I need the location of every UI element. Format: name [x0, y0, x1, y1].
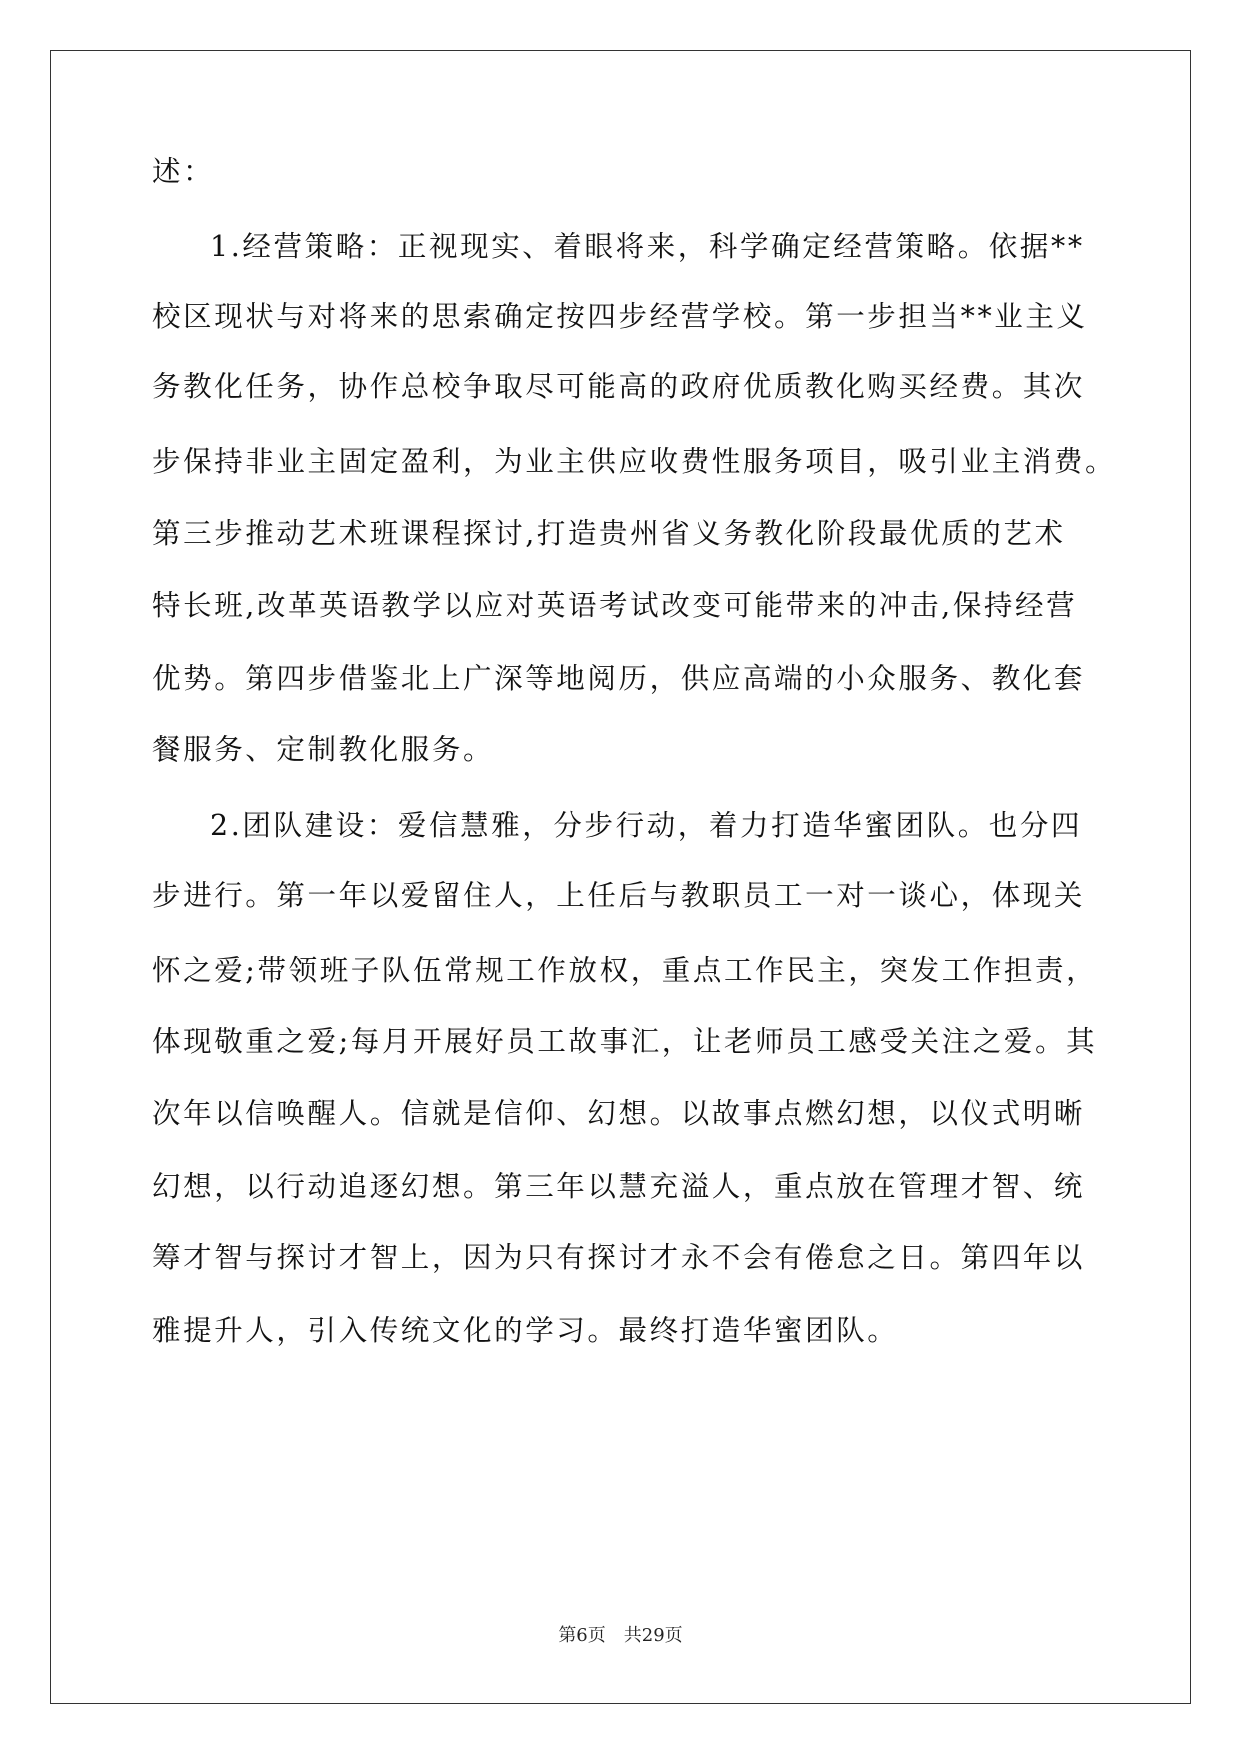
- text-line: 餐服务、定制教化服务。: [152, 733, 495, 766]
- paragraph-heading-line: 1.经营策略：正视现实、着眼将来，科学确定经营策略。依据**: [210, 230, 1085, 263]
- text-line: 筹才智与探讨才智上，因为只有探讨才永不会有倦怠之日。第四年以: [152, 1241, 1086, 1274]
- text-line: 特长班,改革英语教学以应对英语考试改变可能带来的冲击,保持经营: [152, 589, 1078, 622]
- text-line: 雅提升人，引入传统文化的学习。最终打造华蜜团队。: [152, 1314, 899, 1347]
- page-footer: [0, 1624, 1241, 1648]
- text-line: 步进行。第一年以爱留住人，上任后与教职员工一对一谈心，体现关: [152, 879, 1086, 912]
- text-line: 怀之爱;带领班子队伍常规工作放权，重点工作民主，突发工作担责，: [152, 954, 1098, 987]
- paragraph-heading-line: 2.团队建设：爱信慧雅，分步行动，着力打造华蜜团队。也分四: [210, 809, 1083, 842]
- text-line: 优势。第四步借鉴北上广深等地阅历，供应高端的小众服务、教化套: [152, 662, 1086, 695]
- text-line: 第三步推动艺术班课程探讨,打造贵州省义务教化阶段最优质的艺术: [152, 517, 1066, 550]
- text-line: 校区现状与对将来的思索确定按四步经营学校。第一步担当**业主义: [152, 300, 1088, 333]
- text-line: 务教化任务，协作总校争取尽可能高的政府优质教化购买经费。其次: [152, 370, 1086, 403]
- text-line: 述：: [152, 155, 215, 188]
- text-line: 幻想，以行动追逐幻想。第三年以慧充溢人，重点放在管理才智、统: [152, 1170, 1086, 1203]
- page-number: 第6页: [558, 1625, 606, 1646]
- page-total: 共29页: [623, 1625, 683, 1646]
- text-line: 体现敬重之爱;每月开展好员工故事汇，让老师员工感受关注之爱。其: [152, 1025, 1098, 1058]
- text-line: 步保持非业主固定盈利，为业主供应收费性服务项目，吸引业主消费。: [152, 445, 1117, 478]
- text-line: 次年以信唤醒人。信就是信仰、幻想。以故事点燃幻想，以仪式明晰: [152, 1097, 1086, 1130]
